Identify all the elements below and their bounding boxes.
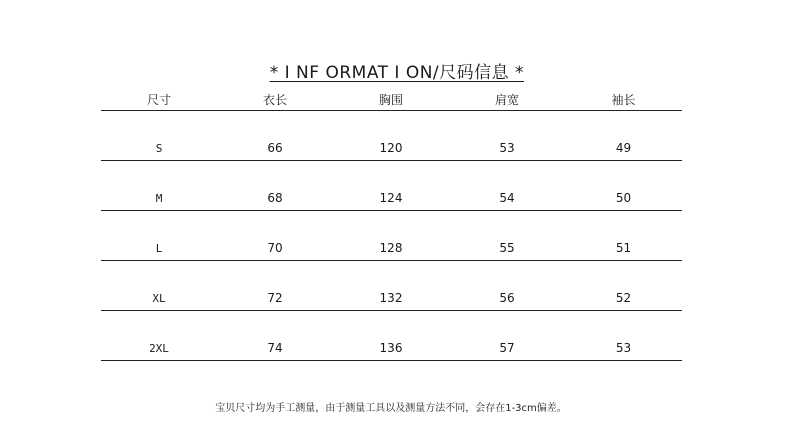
sleeve-cell: 53: [565, 311, 682, 361]
size-chart-table: [101, 88, 682, 361]
page-title: [0, 38, 782, 83]
length-cell: 70: [217, 211, 333, 261]
shoulder-cell: 55: [449, 211, 565, 261]
length-cell: 72: [217, 261, 333, 311]
size-cell: S: [101, 111, 217, 161]
measurement-note: 宝贝尺寸均为手工测量，由于测量工具以及测量方法不同，会存在1-3cm偏差。: [215, 403, 567, 414]
table-row: [101, 261, 682, 311]
shoulder-cell: 53: [449, 111, 565, 161]
table-row: [101, 311, 682, 361]
table-row: [101, 211, 682, 261]
header-length: 衣长: [217, 88, 333, 111]
sleeve-cell: 50: [565, 161, 682, 211]
header-chest: 胸围: [333, 88, 449, 111]
shoulder-cell: 54: [449, 161, 565, 211]
chest-cell: 136: [333, 311, 449, 361]
chest-cell: 132: [333, 261, 449, 311]
length-cell: 68: [217, 161, 333, 211]
header-size: 尺寸: [101, 88, 217, 111]
size-cell: L: [101, 211, 217, 261]
table-header-row: [101, 88, 682, 111]
chest-cell: 120: [333, 111, 449, 161]
shoulder-cell: 57: [449, 311, 565, 361]
chest-cell: 128: [333, 211, 449, 261]
table-row: [101, 161, 682, 211]
sleeve-cell: 52: [565, 261, 682, 311]
size-cell: M: [101, 161, 217, 211]
table-row: [101, 111, 682, 161]
shoulder-cell: 56: [449, 261, 565, 311]
length-cell: 66: [217, 111, 333, 161]
chest-cell: 124: [333, 161, 449, 211]
size-cell: 2XL: [101, 311, 217, 361]
sleeve-cell: 49: [565, 111, 682, 161]
size-cell: XL: [101, 261, 217, 311]
header-shoulder: 肩宽: [449, 88, 565, 111]
header-sleeve: 袖长: [565, 88, 682, 111]
page-title-text: * I NF ORMAT I ON/尺码信息 *: [269, 63, 525, 83]
sleeve-cell: 51: [565, 211, 682, 261]
length-cell: 74: [217, 311, 333, 361]
